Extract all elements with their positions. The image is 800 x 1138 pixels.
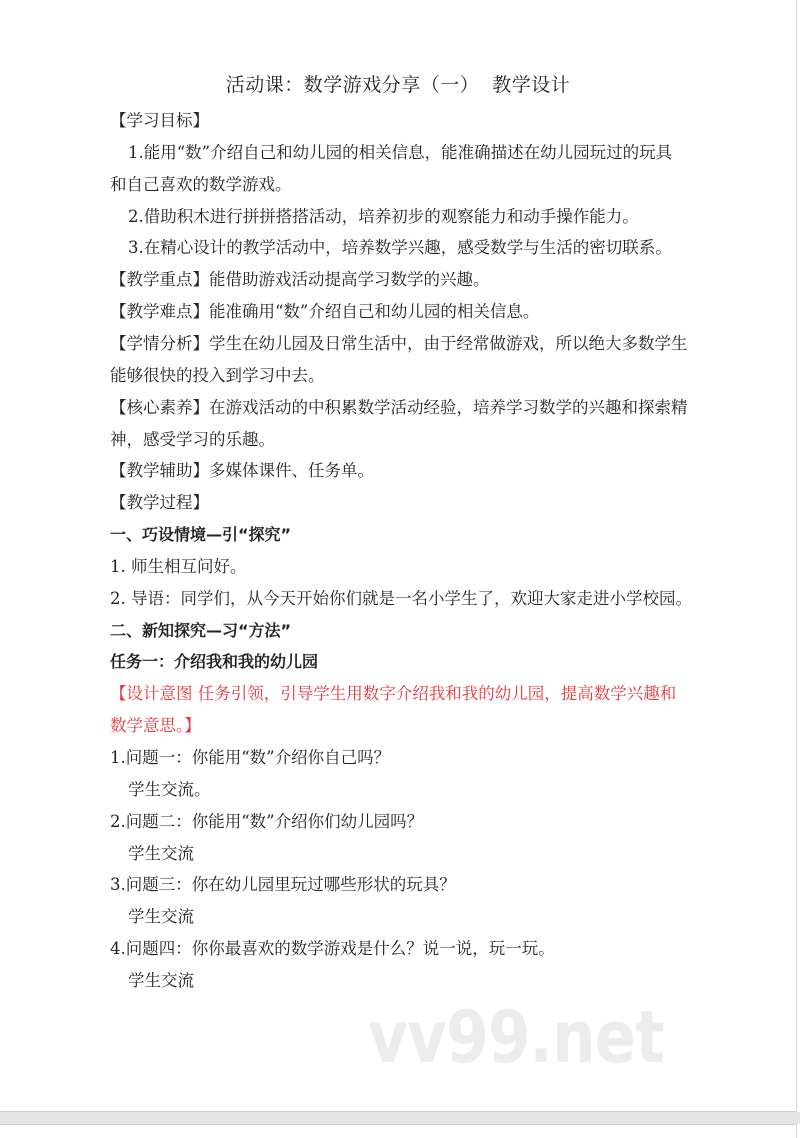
section-1-heading: 一、巧设情境—引“探究” <box>110 525 292 545</box>
next-page <box>0 1124 797 1138</box>
question-4: 4.问题四：你你最喜欢的数学游戏是什么？说一说，玩一玩。 <box>110 939 555 959</box>
step-2: 2. 导语：同学们，从今天开始你们就是一名小学生了，欢迎大家走进小学校园。 <box>110 588 692 608</box>
design-intent: 【设计意图 任务引领，引导学生用数字介绍我和我的幼儿园，提高数学兴趣和 <box>110 684 677 704</box>
difficulty: 【教学难点】能准确用“数”介绍自己和幼儿园的相关信息。 <box>110 302 540 322</box>
goal-2: 2.借助积木进行拼拼搭搭活动，培养初步的观察能力和动手操作能力。 <box>128 206 639 226</box>
question-3: 3.问题三：你在幼儿园里玩过哪些形状的玩具？ <box>110 875 456 895</box>
question-1: 1.问题一：你能用“数”介绍你自己吗？ <box>110 748 391 767</box>
goal-1-cont: 和自己喜欢的数学游戏。 <box>110 174 292 194</box>
key-point: 【教学重点】能借助游戏活动提高学习数学的兴趣。 <box>110 270 490 290</box>
analysis-cont: 能够很快的投入到学习中去。 <box>110 365 325 385</box>
task-1-heading: 任务一：介绍我和我的幼儿园 <box>110 652 319 672</box>
page-gap <box>0 1112 800 1124</box>
page-title: 活动课：数学游戏分享（一） 教学设计 <box>225 74 571 96</box>
teaching-aids: 【教学辅助】多媒体课件、任务单。 <box>110 461 374 481</box>
answer-1: 学生交流。 <box>128 779 211 799</box>
heading-process: 【教学过程】 <box>110 493 209 513</box>
section-2-heading: 二、新知探究—习“方法” <box>110 620 292 640</box>
core-literacy-cont: 神，感受学习的乐趣。 <box>110 429 275 449</box>
step-1: 1. 师生相互问好。 <box>110 556 247 576</box>
goal-3: 3.在精心设计的教学活动中，培养数学兴趣，感受数学与生活的密切联系。 <box>128 238 672 258</box>
analysis: 【学情分析】学生在幼儿园及日常生活中，由于经常做游戏，所以绝大多数学生 <box>110 333 688 353</box>
watermark: vv99.net <box>368 995 664 1079</box>
answer-4: 学生交流 <box>128 970 194 990</box>
design-intent-cont: 数学意思。】 <box>110 716 201 736</box>
question-2: 2.问题二：你能用“数”介绍你们幼儿园吗？ <box>110 811 424 831</box>
answer-3: 学生交流 <box>128 907 194 927</box>
heading-learning-goals: 【学习目标】 <box>110 111 209 130</box>
answer-2: 学生交流 <box>128 843 194 863</box>
core-literacy: 【核心素养】在游戏活动的中积累数学活动经验，培养学习数学的兴趣和探索精 <box>110 397 688 417</box>
goal-1: 1.能用“数”介绍自己和幼儿园的相关信息，能准确描述在幼儿园玩过的玩具 <box>128 142 673 162</box>
